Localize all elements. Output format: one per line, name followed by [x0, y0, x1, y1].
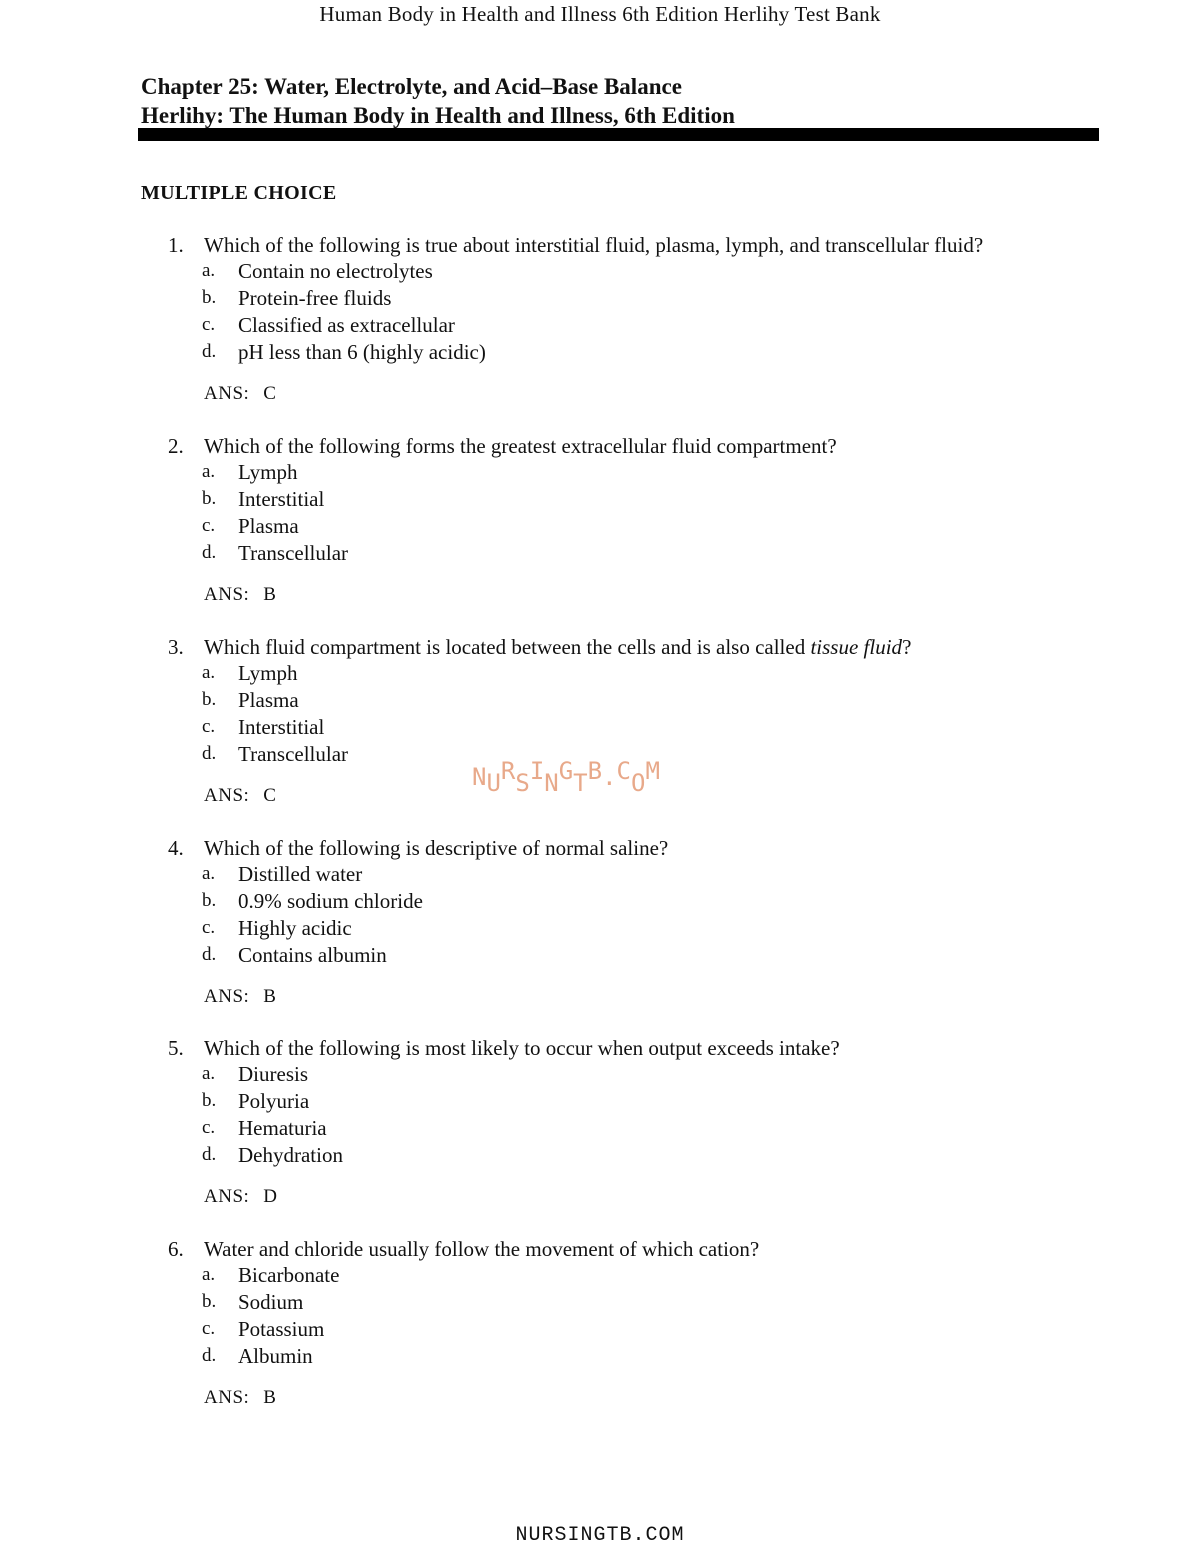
question-text: Which of the following is true about interstitial fluid, plasma, lymph, and transcellular fluid? — [204, 233, 984, 257]
option-text: Potassium — [238, 1317, 325, 1341]
option-letter: a. — [202, 1264, 216, 1285]
option-d — [0, 542, 700, 569]
option-d — [0, 341, 700, 368]
answer-line — [204, 1387, 276, 1409]
option-letter: a. — [202, 461, 216, 482]
option-c — [0, 314, 700, 341]
answer-line — [204, 986, 276, 1008]
answer-label: ANS: — [204, 584, 250, 605]
option-b — [0, 1291, 700, 1318]
option-text: Polyuria — [238, 1089, 310, 1113]
answer-line — [204, 383, 276, 405]
answer-line — [204, 785, 276, 807]
answer-label: ANS: — [204, 986, 250, 1007]
watermark-letter: U — [486, 769, 501, 797]
watermark-letter: . — [602, 763, 617, 791]
option-c — [0, 716, 700, 743]
chapter-title — [141, 72, 1101, 130]
answer-line — [204, 1186, 278, 1208]
option-text: Contain no electrolytes — [238, 259, 433, 283]
option-letter: c. — [202, 515, 216, 536]
question-number: 6. — [168, 1237, 184, 1261]
option-text: Dehydration — [238, 1143, 343, 1167]
watermark-letter: M — [645, 757, 660, 785]
answer-value: C — [263, 785, 277, 806]
option-text: Classified as extracellular — [238, 313, 455, 337]
watermark-letter: O — [630, 769, 646, 797]
section-title: MULTIPLE CHOICE — [141, 182, 337, 204]
option-text: Bicarbonate — [238, 1263, 340, 1287]
question-text-part: ? — [902, 635, 912, 659]
watermark-letter: S — [515, 769, 530, 797]
option-text: Transcellular — [238, 742, 349, 766]
chapter-title-line2: Herlihy: The Human Body in Health and Illness, 6th Edition — [141, 103, 735, 128]
option-c — [0, 1117, 700, 1144]
option-text: pH less than 6 (highly acidic) — [238, 340, 486, 364]
option-c — [0, 515, 700, 542]
chapter-title-line1: Chapter 25: Water, Electrolyte, and Acid–Base Balance — [141, 74, 682, 99]
option-b — [0, 890, 700, 917]
option-text: Interstitial — [238, 487, 325, 511]
option-c — [0, 917, 700, 944]
watermark-letter: T — [573, 769, 588, 797]
answer-label: ANS: — [204, 1186, 250, 1207]
option-letter: d. — [202, 542, 217, 563]
question-number: 2. — [168, 434, 184, 458]
running-header: Human Body in Health and Illness 6th Edition Herlihy Test Bank — [319, 2, 881, 26]
option-a — [0, 260, 700, 287]
option-text: 0.9% sodium chloride — [238, 889, 423, 913]
question-number: 3. — [168, 635, 184, 659]
option-a — [0, 1264, 700, 1291]
answer-value: D — [263, 1186, 278, 1207]
question-number: 1. — [168, 233, 184, 257]
option-letter: c. — [202, 1318, 216, 1339]
option-letter: d. — [202, 743, 217, 764]
option-letter: c. — [202, 1117, 216, 1138]
question-text-italic: tissue fluid — [810, 635, 903, 659]
option-text: Plasma — [238, 688, 299, 712]
option-letter: b. — [202, 1090, 217, 1111]
option-letter: b. — [202, 890, 217, 911]
answer-value: B — [263, 584, 277, 605]
option-text: Contains albumin — [238, 943, 387, 967]
option-d — [0, 1345, 700, 1372]
option-text: Transcellular — [238, 541, 349, 565]
watermark-letter: C — [616, 757, 631, 785]
answer-value: B — [263, 986, 277, 1007]
option-letter: c. — [202, 716, 216, 737]
option-letter: d. — [202, 1345, 217, 1366]
option-letter: d. — [202, 341, 217, 362]
title-rule — [138, 128, 1099, 141]
option-b — [0, 689, 700, 716]
question-text — [204, 635, 911, 660]
option-letter: d. — [202, 1144, 217, 1165]
footer-text: NURSINGTB.COM — [515, 1524, 685, 1547]
option-text: Diuresis — [238, 1062, 308, 1086]
option-b — [0, 1090, 700, 1117]
option-text: Protein-free fluids — [238, 286, 392, 310]
question-text-part: Which fluid compartment is located between the cells and is also called — [204, 635, 811, 659]
option-a — [0, 662, 700, 689]
option-text: Plasma — [238, 514, 299, 538]
option-d — [0, 944, 700, 971]
watermark-letter: N — [544, 769, 559, 797]
option-c — [0, 1318, 700, 1345]
watermark-letter: G — [558, 757, 574, 785]
option-text: Distilled water — [238, 862, 363, 886]
question-text: Which of the following forms the greatest extracellular fluid compartment? — [204, 434, 837, 458]
answer-value: B — [263, 1387, 277, 1408]
option-letter: b. — [202, 689, 217, 710]
answer-label: ANS: — [204, 785, 250, 806]
option-letter: b. — [202, 287, 217, 308]
option-a — [0, 863, 700, 890]
option-b — [0, 287, 700, 314]
option-letter: b. — [202, 488, 217, 509]
option-text: Sodium — [238, 1290, 304, 1314]
option-a — [0, 1063, 700, 1090]
answer-line — [204, 584, 276, 606]
option-b — [0, 488, 700, 515]
answer-label: ANS: — [204, 383, 250, 404]
watermark-letter: R — [500, 757, 516, 785]
option-letter: a. — [202, 1063, 216, 1084]
answer-label: ANS: — [204, 1387, 250, 1408]
option-letter: a. — [202, 260, 216, 281]
option-letter: c. — [202, 314, 216, 335]
question-text: Which of the following is most likely to occur when output exceeds intake? — [204, 1036, 840, 1060]
question-number: 4. — [168, 836, 184, 860]
option-text: Albumin — [238, 1344, 313, 1368]
option-text: Lymph — [238, 661, 298, 685]
question-text: Which of the following is descriptive of normal saline? — [204, 836, 669, 860]
watermark-letter: I — [529, 757, 545, 785]
option-d — [0, 1144, 700, 1171]
option-text: Interstitial — [238, 715, 325, 739]
question-number: 5. — [168, 1036, 184, 1060]
option-letter: a. — [202, 863, 216, 884]
watermark-letter: B — [587, 757, 603, 785]
option-text: Highly acidic — [238, 916, 352, 940]
option-letter: c. — [202, 917, 216, 938]
answer-value: C — [263, 383, 277, 404]
option-letter: b. — [202, 1291, 217, 1312]
option-text: Lymph — [238, 460, 298, 484]
option-letter: a. — [202, 662, 216, 683]
question-text: Water and chloride usually follow the movement of which cation? — [204, 1237, 760, 1261]
watermark-letter: N — [472, 763, 487, 791]
watermark — [472, 757, 660, 797]
option-a — [0, 461, 700, 488]
option-text: Hematuria — [238, 1116, 327, 1140]
option-letter: d. — [202, 944, 217, 965]
